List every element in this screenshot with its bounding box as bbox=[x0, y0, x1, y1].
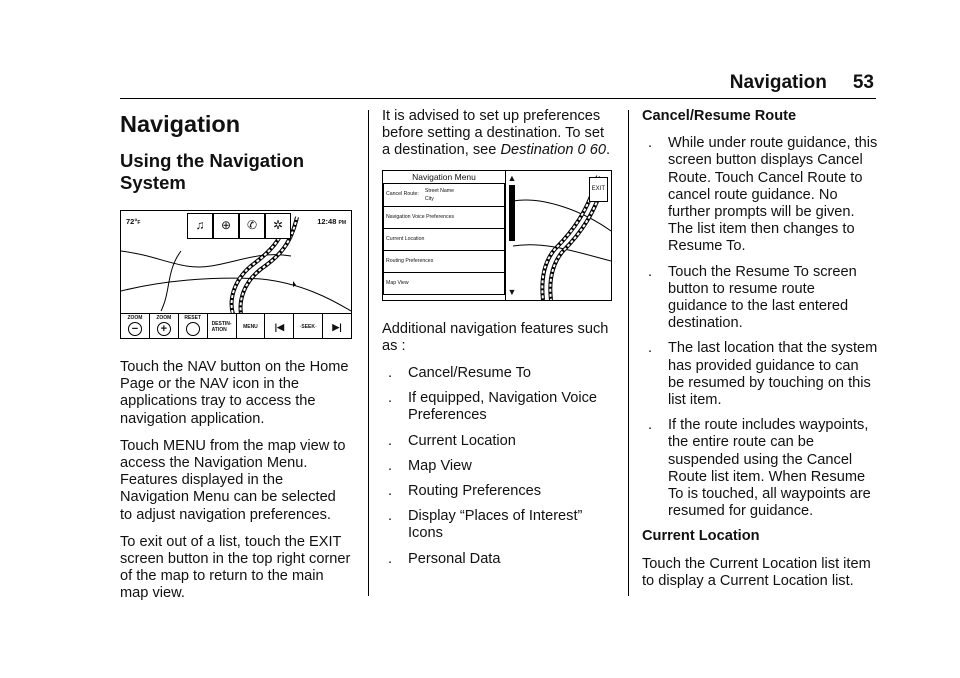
feature-item: . If equipped, Navigation Voice Preferences bbox=[388, 390, 598, 424]
heading-current-location: Current Location bbox=[642, 528, 760, 545]
menu-scrollbar[interactable] bbox=[507, 173, 517, 297]
page-number: 53 bbox=[852, 72, 874, 93]
feature-item: . Current Location bbox=[388, 432, 516, 449]
destination-button[interactable]: DESTIN- ATION bbox=[208, 314, 237, 338]
header-rule bbox=[120, 98, 876, 99]
skip-back-icon: |◀ bbox=[274, 321, 285, 332]
menu-item-cancel-route[interactable]: Cancel Route: Street Name City bbox=[383, 183, 505, 207]
seek-forward-button[interactable] bbox=[323, 314, 351, 338]
destination-link[interactable]: Destination bbox=[500, 142, 574, 159]
reset-icon bbox=[186, 322, 200, 336]
header-section: Navigation bbox=[729, 72, 827, 93]
current-location-paragraph: Touch the Current Location list item to display a Current Location list. bbox=[642, 555, 871, 589]
cancel-bullet: . The last location that the system has provided guidance to can be resumed by touching on this list item. bbox=[648, 340, 878, 409]
paragraph-nav-button: Touch the NAV button on the Home Page or the NAV icon in the applications tray to access the navigation application. bbox=[120, 359, 349, 427]
paragraph-menu: Touch MENU from the map view to access the Navigation Menu. Features displayed in the Navigation Menu can be selected to adjust navigation preferences. bbox=[120, 437, 346, 523]
clock: 12:48 PM bbox=[317, 217, 346, 226]
plus-icon: + bbox=[157, 322, 171, 336]
cancel-bullet: . Touch the Resume To screen button to resume route guidance to the last entered destination. bbox=[648, 263, 857, 332]
section-title: Using the Navigation System bbox=[120, 150, 304, 193]
reset-button[interactable]: RESET bbox=[179, 314, 208, 338]
settings-app-icon[interactable]: ✲ bbox=[265, 213, 291, 239]
paragraph-exit: To exit out of a list, touch the EXIT screen button in the top right corner of the map to return to the main map view. bbox=[120, 533, 351, 602]
feature-item: . Display “Places of Interest” Icons bbox=[388, 508, 583, 542]
feature-item: . Cancel/Resume To bbox=[388, 365, 532, 382]
page-header bbox=[704, 72, 874, 94]
menu-title: Navigation Menu bbox=[412, 171, 476, 182]
scroll-thumb[interactable] bbox=[509, 185, 515, 241]
map-view-figure bbox=[120, 210, 352, 339]
scroll-down-icon[interactable]: ▼ bbox=[507, 286, 517, 297]
zoom-in-button[interactable]: ZOOM + bbox=[150, 314, 179, 338]
menu-item-map-view[interactable]: Map View bbox=[383, 273, 505, 295]
heading-cancel-resume: Cancel/Resume Route bbox=[642, 108, 797, 124]
navigation-menu-panel bbox=[383, 171, 506, 300]
features-intro: Additional navigation features such as : bbox=[382, 320, 609, 354]
menu-item-voice-preferences[interactable]: Navigation Voice Preferences bbox=[383, 207, 505, 229]
column-divider-1 bbox=[368, 110, 369, 596]
seek-back-button[interactable] bbox=[265, 314, 294, 338]
menu-item-routing-preferences[interactable]: Routing Preferences bbox=[383, 251, 505, 273]
minus-icon: − bbox=[128, 322, 142, 336]
cancel-bullet: . While under route guidance, this screen button displays Cancel Route. Touch Cancel Route to cancel route guidance. No further prompts will be given. The list item then changes to Resume To. bbox=[648, 135, 878, 255]
exit-button[interactable]: EXIT bbox=[589, 177, 608, 202]
navigation-menu-figure bbox=[382, 170, 612, 301]
column-1 bbox=[120, 108, 352, 613]
feature-item: . Routing Preferences bbox=[388, 483, 542, 500]
page-ref-icon: 0 bbox=[577, 142, 586, 159]
map-button-row bbox=[121, 313, 351, 338]
menu-item-current-location[interactable]: Current Location bbox=[383, 229, 505, 251]
feature-item: . Personal Data bbox=[388, 550, 501, 567]
temperature: 72°F bbox=[126, 217, 141, 226]
menu-button[interactable]: MENU bbox=[237, 314, 266, 338]
audio-app-icon[interactable]: ♫ bbox=[187, 213, 213, 239]
seek-button[interactable]: ◦SEEK◦ bbox=[294, 314, 323, 338]
scroll-up-icon[interactable]: ▲ bbox=[507, 172, 517, 183]
intro-paragraph: It is advised to set up preferences before setting a destination. To set a destination, see Destination 0 60. bbox=[382, 108, 611, 159]
feature-item: . Map View bbox=[388, 457, 472, 474]
column-3 bbox=[642, 108, 878, 600]
page-title: Navigation bbox=[120, 111, 241, 137]
zoom-out-button[interactable]: ZOOM − bbox=[121, 314, 150, 338]
destination-page[interactable]: 60 bbox=[589, 142, 606, 159]
phone-app-icon[interactable]: ✆ bbox=[239, 213, 265, 239]
nav-app-icon[interactable]: ⊕ bbox=[213, 213, 239, 239]
cancel-bullet: . If the route includes waypoints, the entire route can be suspended using the Cancel Route list item. When Resume To is touched, all waypoints are resumed for guidance. bbox=[648, 417, 871, 520]
skip-forward-icon: ▶| bbox=[332, 321, 342, 332]
column-2 bbox=[382, 108, 616, 576]
column-divider-2 bbox=[628, 110, 629, 596]
